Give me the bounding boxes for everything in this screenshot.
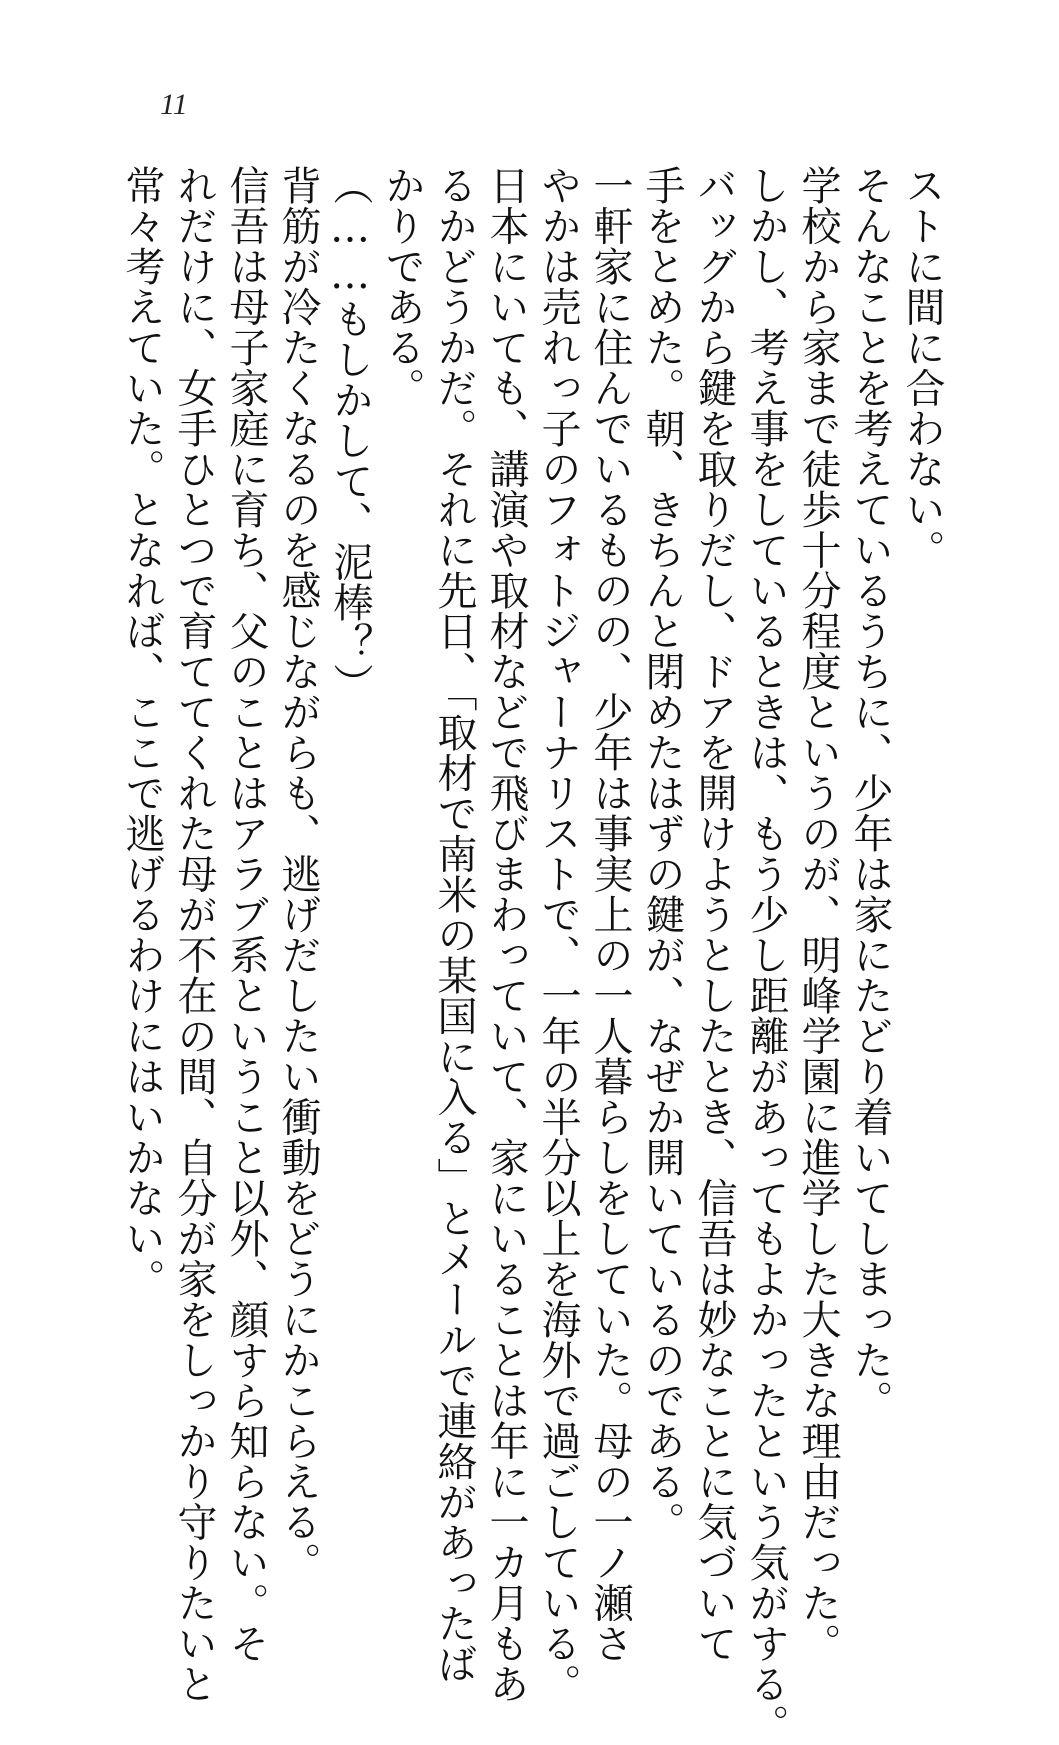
text-line: 背筋が冷たくなるのを感じながらも、逃げだしたい衝動をどうにかこらえる。 (275, 165, 321, 1583)
text-line: しかし、考え事をしているときは、もう少し距離があってもよかったという気がする。 (743, 165, 789, 1745)
text-line: やかは売れっ子のフォトジャーナリストで、一年の半分以上を海外で過ごしている。 (535, 165, 581, 1704)
text-line: 手をとめた。朝、きちんと閉めたはずの鍵が、なぜか開いているのである。 (639, 165, 685, 1542)
text-line: 日本にいても、講演や取材などで飛びまわっていて、家にいることは年に一カ月もあ (483, 165, 529, 1704)
text-line: るかどうかだ。それに先日、「取材で南米の某国に入る」とメールで連絡があったば (431, 165, 477, 1684)
text-line: （……もしかして、泥棒？） (327, 165, 373, 704)
text-line: 学校から家まで徒歩十分程度というのが、明峰学園に進学した大きな理由だった。 (795, 165, 841, 1664)
page-number: 11 (160, 88, 188, 121)
text-line: 常々考えていた。となれば、ここで逃げるわけにはいかない。 (119, 165, 165, 1299)
text-line: かりである。 (379, 165, 425, 408)
text-line: れだけに、女手ひとつで育ててくれた母が不在の間、自分が家をしっかり守りたいと (171, 165, 217, 1704)
text-line: 信吾は母子家庭に育ち、父のことはアラブ系ということ以外、顔すら知らない。そ (223, 165, 269, 1664)
text-line: そんなことを考えているうちに、少年は家にたどり着いてしまった。 (847, 165, 893, 1421)
text-line: バッグから鍵を取りだし、ドアを開けようとしたとき、信吾は妙なことに気づいて (691, 165, 737, 1664)
body-text (118, 165, 948, 1745)
text-line: ストに間に合わない。 (899, 165, 945, 570)
text-line: 一軒家に住んでいるものの、少年は事実上の一人暮らしをしていた。母の一ノ瀬さ (587, 165, 633, 1664)
